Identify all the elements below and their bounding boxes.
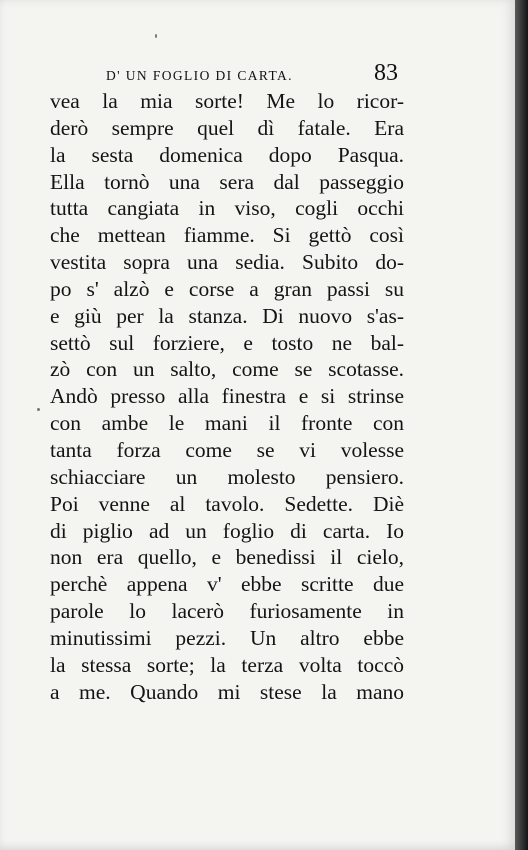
text-line: di piglio ad un foglio di carta. Io xyxy=(50,518,404,543)
text-line: Andò presso alla finestra e si strinse xyxy=(50,384,404,409)
running-head-title: D' UN FOGLIO DI CARTA. xyxy=(106,68,293,83)
text-line: e giù per la stanza. Di nuovo s'as- xyxy=(50,303,404,328)
text-line: schiacciare un molesto pensiero. xyxy=(50,464,404,489)
body-text xyxy=(50,88,404,705)
paper-speck xyxy=(155,34,157,38)
text-line: perchè appena v' ebbe scritte due xyxy=(50,572,404,597)
text-line: vea la mia sorte! Me lo ricor- xyxy=(50,89,404,113)
text-line: po s' alzò e corse a gran passi su xyxy=(50,276,404,301)
text-line: derò sempre quel dì fatale. Era xyxy=(50,115,404,140)
text-line: settò sul forziere, e tosto ne bal- xyxy=(50,330,404,355)
text-line: la stessa sorte; la terza volta toccò xyxy=(50,652,404,677)
text-line: che mettean fiamme. Si gettò così xyxy=(50,223,404,248)
text-line: a me. Quando mi stese la mano xyxy=(50,679,404,704)
text-line: con ambe le mani il fronte con xyxy=(50,411,404,436)
text-line: Poi venne al tavolo. Sedette. Diè xyxy=(50,491,404,516)
text-line: la sesta domenica dopo Pasqua. xyxy=(50,142,404,167)
text-line: parole lo lacerò furiosamente in xyxy=(50,599,404,624)
text-line: tutta cangiata in viso, cogli occhi xyxy=(50,196,404,221)
text-line: vestita sopra una sedia. Subito do- xyxy=(50,250,404,275)
paper-speck xyxy=(37,408,40,411)
text-line: minutissimi pezzi. Un altro ebbe xyxy=(50,625,404,650)
page-edge-shadow xyxy=(515,0,528,850)
page-number: 83 xyxy=(374,60,398,86)
text-line: non era quello, e benedissi il cielo, xyxy=(50,545,404,570)
text-line: tanta forza come se vi volesse xyxy=(50,437,404,462)
text-line: zò con un salto, come se scotasse. xyxy=(50,357,404,382)
text-line: Ella tornò una sera dal passeggio xyxy=(50,169,404,194)
